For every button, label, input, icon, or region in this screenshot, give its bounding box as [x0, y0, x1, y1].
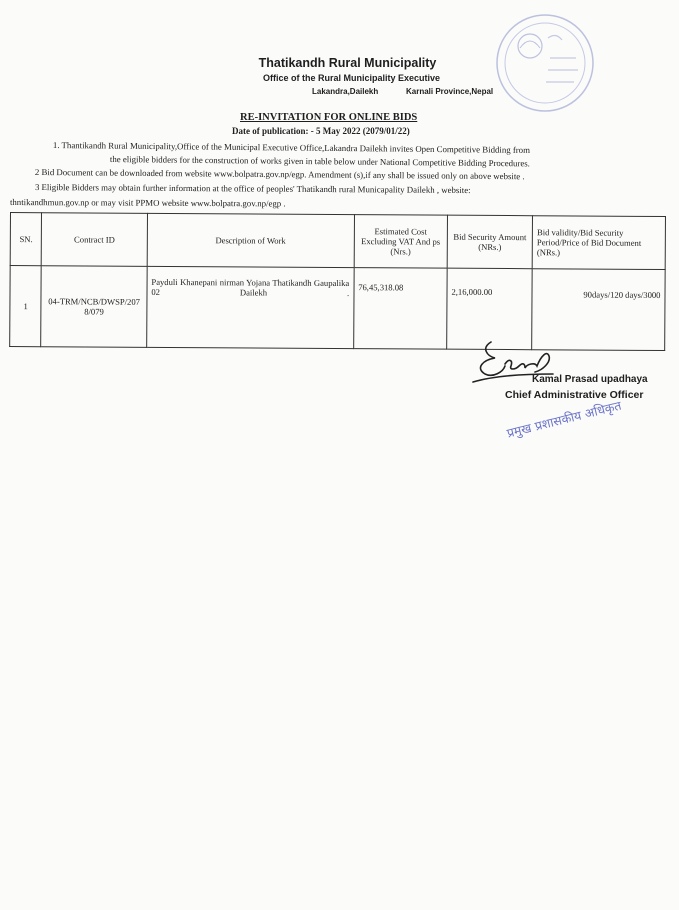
paragraph-1-line-1: 1. Thantikandh Rural Municipality,Office of the Municipal Executive Office,Lakandra Dailekh invites Open Competitive Bidding from [52, 140, 531, 155]
paragraph-2: 2 Bid Document can be downloaded from website www.bolpatra.gov.np/egp. Amendment (s),if any shall be issued only on above website . [34, 167, 525, 182]
signatory-designation: Chief Administrative Officer [505, 389, 644, 401]
header-validity: Bid validity/Bid Security Period/Price of Bid Document (NRs.) [532, 216, 665, 270]
signatory-name: Kamal Prasad upadhaya [532, 374, 648, 385]
office-name: Office of the Rural Municipality Executive [262, 73, 441, 83]
header-contract-id: Contract ID [42, 213, 148, 267]
location-district: Lakandra,Dailekh [312, 87, 379, 96]
header-bid-security: Bid Security Amount (NRs.) [447, 215, 532, 269]
cell-bid-security: 2,16,000.00 [447, 268, 533, 350]
cell-validity: 90days/120 days/3000 [532, 269, 665, 351]
paragraph-1-line-2: the eligible bidders for the construction of works given in table below under National Competitive Bidding Procedures. [109, 154, 530, 169]
bid-table [9, 212, 666, 351]
organization-name: Thatikandh Rural Municipality [258, 56, 437, 70]
cell-estimated-cost: 76,45,318.08 [353, 268, 447, 350]
cell-sn: 1 [10, 266, 42, 347]
cell-description: Payduli Khanepani nirman Yojana Thatikandh Gaupalika 02 Dailekh . [147, 266, 354, 348]
header-estimated-cost: Estimated Cost Excluding VAT And ps (Nrs.) [354, 215, 448, 269]
header-sn: SN. [10, 213, 42, 266]
paragraph-3-line-1: 3 Eligible Bidders may obtain further information at the office of peoples' Thatikandh rural Municapality Dailekh , website: [34, 182, 471, 196]
handwritten-signature [465, 338, 585, 394]
paragraph-3-line-2: thntikandhmun.gov.np or may visit PPMO website www.bolpatra.gov.np/egp . [9, 197, 286, 209]
cell-contract-id: 04-TRM/NCB/DWSP/2078/079 [41, 266, 147, 348]
publication-date: Date of publication: - 5 May 2022 (2079/01/22) [232, 126, 410, 136]
table-header-row [10, 213, 665, 270]
official-stamp-text: प्रमुख प्रशासकीय अधिकृत [505, 397, 623, 441]
header-description: Description of Work [147, 213, 354, 267]
location-province: Karnali Province,Nepal [406, 87, 494, 96]
notice-title: RE-INVITATION FOR ONLINE BIDS [240, 112, 418, 123]
